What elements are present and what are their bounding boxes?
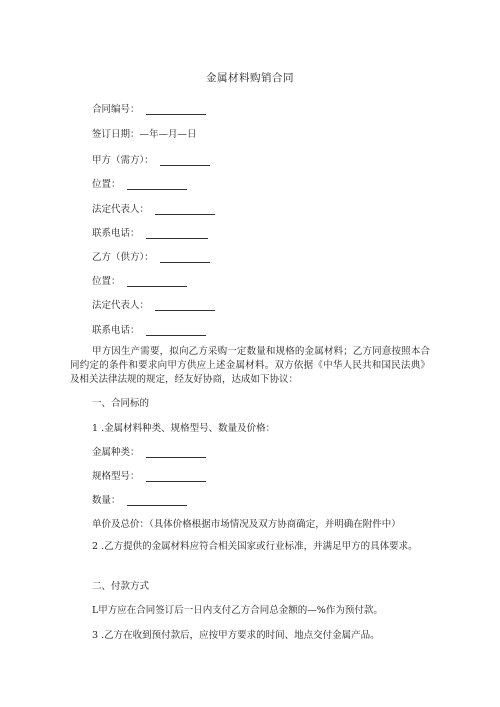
section-2-heading: 二、付款方式: [92, 581, 150, 592]
contract-number-blank[interactable]: [146, 104, 206, 115]
party-a-location-field: [92, 176, 187, 190]
party-b-blank[interactable]: [160, 252, 210, 263]
field-label: 位置：: [92, 179, 121, 190]
field-label: 合同编号：: [92, 104, 140, 115]
sign-date-field: [92, 126, 197, 140]
payment-item-1: L甲方应在合同签订后一日内支付乙方合同总金额的—%作为预付款。: [92, 605, 383, 616]
party-a-blank[interactable]: [160, 155, 210, 166]
party-b-phone-blank[interactable]: [146, 325, 206, 336]
party-b-field: [92, 249, 210, 263]
party-a-representative-field: [92, 201, 215, 215]
section-1-heading: 一、合同标的: [92, 398, 150, 409]
quantity-field: [92, 492, 187, 506]
field-label: 联系电话：: [92, 228, 140, 239]
field-label: 甲方（需方）：: [92, 155, 154, 166]
document-title: 金属材料购销合同: [206, 72, 294, 84]
party-b-location-blank[interactable]: [127, 276, 187, 287]
party-a-location-blank[interactable]: [127, 179, 187, 190]
field-label: 联系电话：: [92, 325, 140, 336]
party-a-representative-blank[interactable]: [155, 204, 215, 215]
metal-type-blank[interactable]: [146, 447, 206, 458]
party-b-representative-field: [92, 297, 215, 311]
model-blank[interactable]: [146, 471, 206, 482]
field-label: 乙方（供方）：: [92, 252, 154, 263]
party-a-phone-field: [92, 225, 208, 239]
model-field: [92, 468, 206, 482]
metal-type-field: [92, 444, 206, 458]
party-b-location-field: [92, 273, 187, 287]
item-1: 1 .金属材料种类、规格型号、数量及价格：: [92, 423, 276, 434]
field-label: 数量：: [92, 495, 121, 506]
price-line: 单价及总价：（具体价格根据市场情况及双方协商确定，并明确在附件中）: [92, 519, 401, 530]
quantity-blank[interactable]: [127, 495, 187, 506]
field-label: 金属种类：: [92, 447, 140, 458]
field-label: 签订日期：—年—月—日: [92, 129, 197, 140]
payment-item-3: 3 .乙方在收到预付款后，应按甲方要求的时间、地点交付金属产品。: [92, 630, 380, 641]
field-label: 法定代表人：: [92, 204, 150, 215]
party-b-phone-field: [92, 322, 206, 336]
contract-number-field: [92, 101, 206, 115]
field-label: 位置：: [92, 276, 121, 287]
intro-paragraph: 甲方因生产需要，拟向乙方采购一定数量和规格的金属材料；乙方同意按照本合同约定的条件和要求向甲方供应上述金属材料。双方依据《中华人民共和国民法典》及相关法律法规的规定，经友好协商，达成如下协议：: [70, 346, 430, 385]
party-a-field: [92, 152, 210, 166]
field-label: 法定代表人：: [92, 300, 150, 311]
field-label: 规格型号：: [92, 471, 140, 482]
item-2-paragraph: 2 .乙方提供的金属材料应符合相关国家或行业标准，并满足甲方的具体要求。: [92, 541, 418, 552]
party-a-phone-blank[interactable]: [146, 228, 208, 239]
party-b-representative-blank[interactable]: [155, 300, 215, 311]
